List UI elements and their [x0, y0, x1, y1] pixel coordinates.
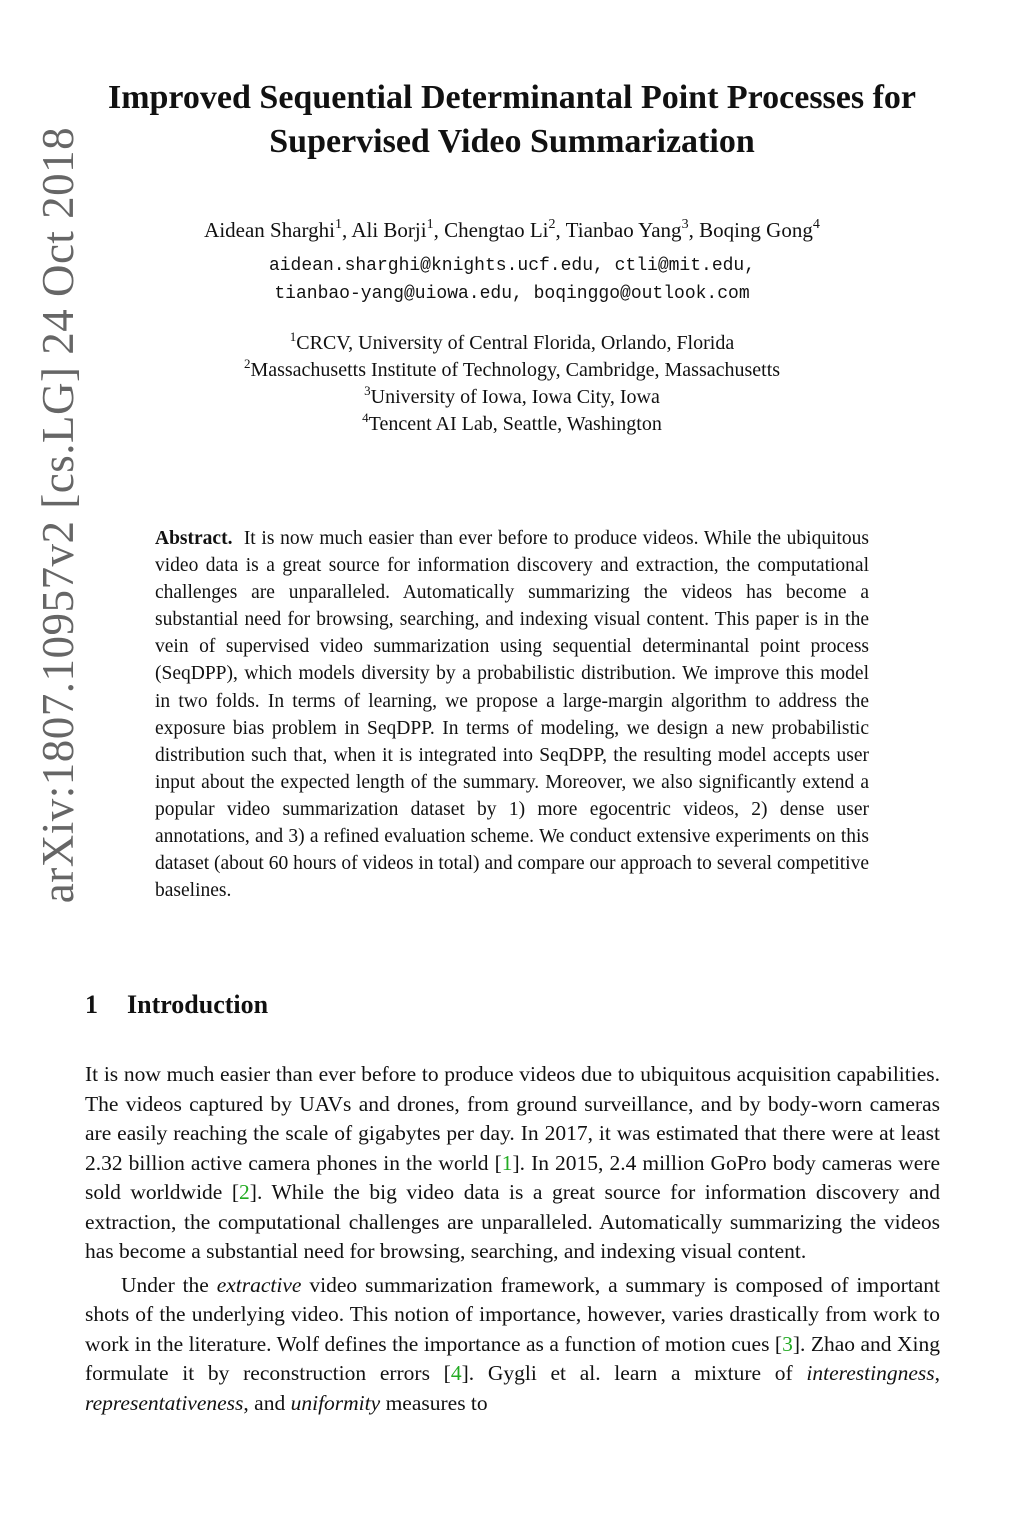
- affiliation-text: University of Iowa, Iowa City, Iowa: [370, 386, 660, 408]
- abstract: [155, 525, 869, 904]
- paragraph-text: video summarization framework, a summary is composed of important shots of the underlying video. This notion of importance, however, varies drastically from work to work in the literature. Wolf defines the importance as a function of motion cues [: [85, 1272, 941, 1356]
- arxiv-sidebar-stamp: [28, 80, 88, 950]
- author-emails: [60, 252, 964, 308]
- citation-link[interactable]: 2: [239, 1180, 250, 1204]
- affiliation-item: [60, 384, 964, 411]
- emphasis-text: uniformity: [290, 1390, 381, 1415]
- affiliation-item: [60, 411, 964, 438]
- author-affiliation-mark: 1: [335, 217, 342, 232]
- section-heading-introduction: [85, 987, 268, 1023]
- paragraph-text: ]. While the big video data is a great source for information discovery and extraction, the computational challenges are unparalleled. Automatically summarizing the videos has become a substantial need for browsing, searching, and indexing visual content.: [85, 1180, 940, 1263]
- affiliation-item: [60, 330, 964, 357]
- paper-title: [60, 76, 964, 164]
- author-name: Boqing Gong: [699, 218, 813, 242]
- author-affiliation-mark: 3: [681, 217, 689, 232]
- paragraph-text: ]. Gygli et al. learn a mixture of: [461, 1361, 807, 1385]
- paragraph: [85, 1060, 940, 1267]
- title-line-1: Improved Sequential Determinantal Point Processes for: [107, 79, 917, 116]
- email-line-1: aidean.sharghi@knights.ucf.edu, ctli@mit.edu,: [268, 256, 756, 276]
- author-affiliation-mark: 1: [426, 217, 434, 232]
- arxiv-identifier: arXiv:1807.10957v2 [cs.LG] 24 Oct 2018: [33, 126, 83, 904]
- author-list: Aidean Sharghi$^1$, Ali Borji$^1$, Chengtao Li$^2$, Tianbao Yang$^3$, Boqing Gong$^4$: [204, 217, 820, 242]
- author-name: Ali Borji: [351, 218, 427, 242]
- paragraph-text: ]. Zhao and Xing formulate it by reconstruction errors [: [85, 1331, 940, 1385]
- emphasis-text: extractive: [216, 1272, 302, 1297]
- paragraph-text: measures to: [380, 1390, 488, 1415]
- paragraph-text: ,: [934, 1361, 940, 1385]
- emphasis-text: interestingness: [806, 1361, 935, 1385]
- author-name: Aidean Sharghi: [204, 218, 335, 242]
- section-number: 1: [85, 990, 98, 1019]
- abstract-label: Abstract.: [155, 528, 233, 549]
- affiliation-number: 2: [243, 356, 251, 371]
- title-line-2: Supervised Video Summarization: [269, 123, 755, 160]
- author-name: Tianbao Yang: [565, 218, 682, 242]
- author-name: Chengtao Li: [444, 218, 549, 242]
- email-line-2: tianbao-yang@uiowa.edu, boqinggo@outlook.com: [274, 284, 750, 304]
- affiliation-number: 1: [289, 329, 297, 344]
- paragraph-text: It is now much easier than ever before to produce videos due to ubiquitous acquisition capabilities. The videos captured by UAVs and drones, from ground surveillance, and by body-worn cameras are easily reaching the scale of gigabytes per day. In 2017, it was estimated that there were at least 2.32 billion active camera phones in the world [: [85, 1062, 940, 1175]
- introduction-body: [85, 1060, 940, 1418]
- paragraph-text: , and: [243, 1390, 291, 1415]
- affiliation-text: Massachusetts Institute of Technology, Cambridge, Massachusetts: [250, 359, 781, 381]
- author-affiliation-mark: 2: [548, 217, 556, 232]
- affiliation-text: CRCV, University of Central Florida, Orlando, Florida: [296, 332, 735, 354]
- paragraph: [85, 1271, 940, 1419]
- citation-link[interactable]: 1: [501, 1150, 513, 1175]
- emphasis-text: representativeness: [85, 1390, 244, 1415]
- affiliation-list: [60, 330, 964, 438]
- affiliation-number: 3: [364, 383, 371, 398]
- citation-link[interactable]: 4: [450, 1361, 462, 1385]
- affiliation-item: [60, 357, 964, 384]
- paragraph-text: Under the: [121, 1272, 217, 1297]
- section-title: Introduction: [127, 990, 269, 1019]
- abstract-text: It is now much easier than ever before to produce videos. While the ubiquitous video data is a great source for information discovery and extraction, the computational challenges are unparalleled. Automatically summarizing the videos has become a substantial need for browsing, searching, and indexing visual content. This paper is in the vein of supervised video summarization using sequential determinantal point process (SeqDPP), which models diversity by a probabilistic distribution. We improve this model in two folds. In terms of learning, we propose a large-margin algorithm to address the exposure bias problem in SeqDPP. In terms of modeling, we design a new probabilistic distribution such that, when it is integrated into SeqDPP, the resulting model accepts user input about the expected length of the summary. Moreover, we also significantly extend a popular video summarization dataset by 1) more egocentric videos, 2) dense user annotations, and 3) a refined evaluation scheme. We conduct extensive experiments on this dataset (about 60 hours of videos in total) and compare our approach to several competitive baselines.: [155, 528, 870, 902]
- affiliation-number: 4: [362, 410, 369, 425]
- paragraph-text: ]. In 2015, 2.4 million GoPro body cameras were sold worldwide [: [85, 1150, 940, 1204]
- citation-link[interactable]: 3: [782, 1331, 793, 1356]
- affiliation-text: Tencent AI Lab, Seattle, Washington: [368, 413, 662, 435]
- author-affiliation-mark: 4: [812, 217, 820, 232]
